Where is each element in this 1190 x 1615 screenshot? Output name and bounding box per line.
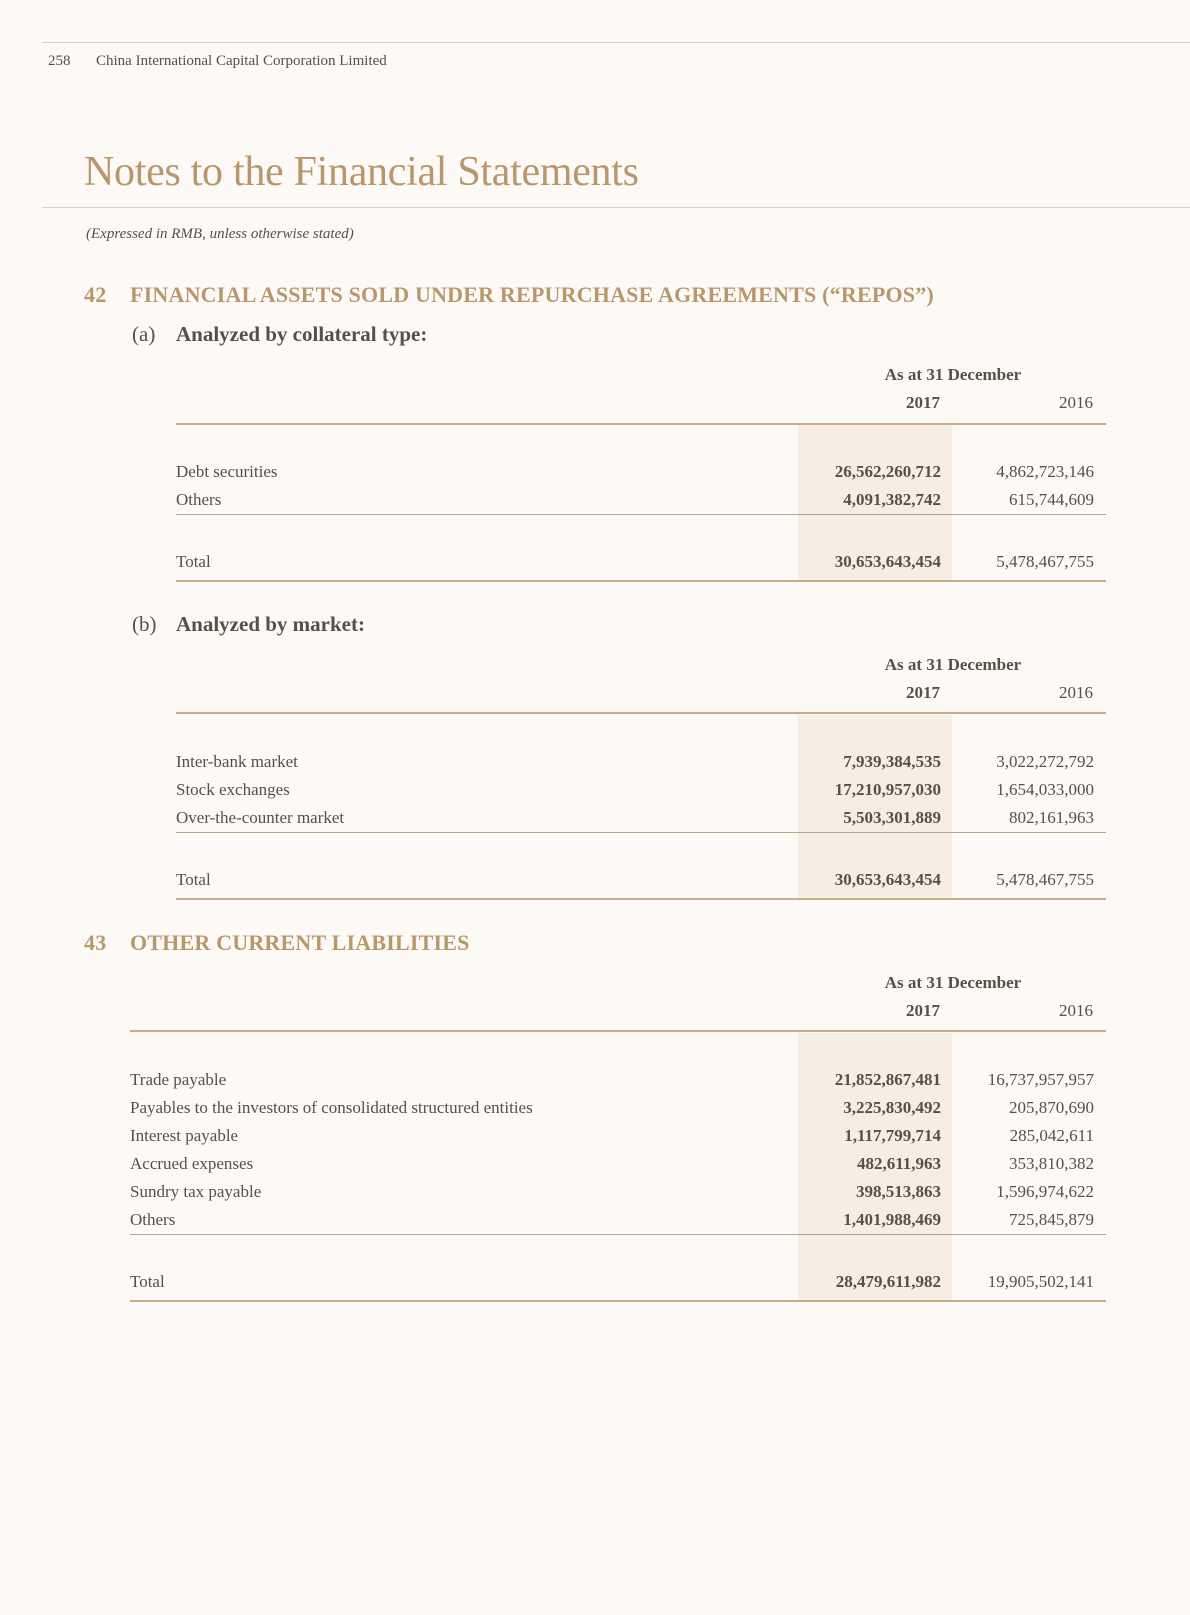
value-2016: 3,022,272,792 (996, 752, 1094, 771)
value-2017: 4,091,382,742 (843, 490, 941, 509)
subtotal-rule (130, 1234, 1106, 1235)
row-label: Debt securities (176, 462, 278, 481)
year-2017-header: 2017 (906, 683, 940, 702)
table-row (176, 804, 1106, 832)
row-label: Others (176, 490, 222, 509)
value-2016: 4,862,723,146 (996, 462, 1094, 481)
table-row (130, 1066, 1106, 1094)
page-number: 258 (48, 53, 71, 69)
value-2017: 30,653,643,454 (834, 870, 941, 889)
row-label: Sundry tax payable (130, 1182, 262, 1201)
period-header: As at 31 December (884, 973, 1022, 992)
value-2016: 5,478,467,755 (996, 870, 1094, 889)
total-rule (176, 580, 1106, 582)
value-2016: 353,810,382 (1009, 1154, 1094, 1173)
row-label: Trade payable (130, 1070, 227, 1089)
value-2016: 5,478,467,755 (996, 552, 1094, 571)
value-2017: 1,401,988,469 (843, 1210, 941, 1229)
value-2017: 482,611,963 (856, 1154, 941, 1173)
row-label: Stock exchanges (176, 780, 290, 799)
year-2016-header: 2016 (1059, 1001, 1093, 1020)
subtotal-rule (176, 514, 1106, 515)
value-2016: 615,744,609 (1009, 490, 1094, 509)
table-row (130, 1122, 1106, 1150)
value-2017: 26,562,260,712 (834, 462, 941, 481)
year-2017-header: 2017 (906, 393, 940, 412)
table-row (176, 748, 1106, 776)
row-label: Total (176, 870, 211, 889)
value-2016: 19,905,502,141 (987, 1272, 1094, 1291)
subsection-title: Analyzed by collateral type: (176, 322, 428, 346)
total-row (176, 866, 1106, 894)
subsection-a-heading (132, 322, 427, 347)
value-2017: 5,503,301,889 (843, 808, 941, 827)
subsection-letter: (b) (132, 612, 157, 636)
row-label: Interest payable (130, 1126, 239, 1145)
year-2017-header: 2017 (906, 1001, 940, 1020)
table-header-rule (176, 423, 1106, 425)
row-label: Over-the-counter market (176, 808, 345, 827)
value-2017: 3,225,830,492 (843, 1098, 941, 1117)
year-2016-header: 2016 (1059, 683, 1093, 702)
value-2017: 1,117,799,714 (844, 1126, 941, 1145)
subsection-b-heading (132, 612, 365, 637)
table-row (130, 1094, 1106, 1122)
value-2016: 205,870,690 (1009, 1098, 1094, 1117)
table-header-rule (130, 1030, 1106, 1032)
row-label: Total (130, 1272, 165, 1291)
table-row (176, 776, 1106, 804)
period-header: As at 31 December (884, 655, 1022, 674)
page-title: Notes to the Financial Statements (84, 149, 639, 195)
value-2016: 802,161,963 (1009, 808, 1094, 827)
value-2017: 17,210,957,030 (834, 780, 941, 799)
subsection-letter: (a) (132, 322, 156, 346)
year-2016-header: 2016 (1059, 393, 1093, 412)
row-label: Payables to the investors of consolidated structured entities (130, 1098, 533, 1117)
total-row (130, 1268, 1106, 1296)
table-row (130, 1178, 1106, 1206)
total-rule (176, 898, 1106, 900)
subsection-title: Analyzed by market: (176, 612, 365, 636)
row-label: Others (130, 1210, 176, 1229)
value-2016: 725,845,879 (1009, 1210, 1094, 1229)
running-header (48, 53, 387, 70)
section-43-heading (84, 930, 470, 956)
table-row (130, 1150, 1106, 1178)
header-rule (42, 42, 1190, 43)
value-2016: 16,737,957,957 (987, 1070, 1094, 1089)
value-2017: 398,513,863 (856, 1182, 941, 1201)
company-name: China International Capital Corporation Limited (96, 53, 387, 69)
value-2017: 28,479,611,982 (835, 1272, 941, 1291)
period-header: As at 31 December (884, 365, 1022, 384)
table-header-rule (176, 712, 1106, 714)
value-2016: 1,596,974,622 (996, 1182, 1094, 1201)
section-42-heading (84, 282, 934, 308)
section-number: 43 (84, 930, 107, 955)
section-number: 42 (84, 282, 107, 307)
value-2017: 7,939,384,535 (843, 752, 941, 771)
value-2017: 30,653,643,454 (834, 552, 941, 571)
row-label: Accrued expenses (130, 1154, 254, 1173)
value-2016: 285,042,611 (1009, 1126, 1094, 1145)
table-row (176, 486, 1106, 514)
value-2017: 21,852,867,481 (834, 1070, 941, 1089)
subtotal-rule (176, 832, 1106, 833)
currency-note: (Expressed in RMB, unless otherwise stated) (86, 226, 354, 242)
section-title: OTHER CURRENT LIABILITIES (130, 930, 470, 955)
total-row (176, 548, 1106, 576)
total-rule (130, 1300, 1106, 1302)
value-2016: 1,654,033,000 (996, 780, 1094, 799)
table-row (130, 1206, 1106, 1234)
row-label: Total (176, 552, 211, 571)
title-rule (42, 207, 1190, 208)
section-title: FINANCIAL ASSETS SOLD UNDER REPURCHASE AGREEMENTS (“REPOS”) (130, 282, 934, 307)
table-row (176, 458, 1106, 486)
row-label: Inter-bank market (176, 752, 298, 771)
